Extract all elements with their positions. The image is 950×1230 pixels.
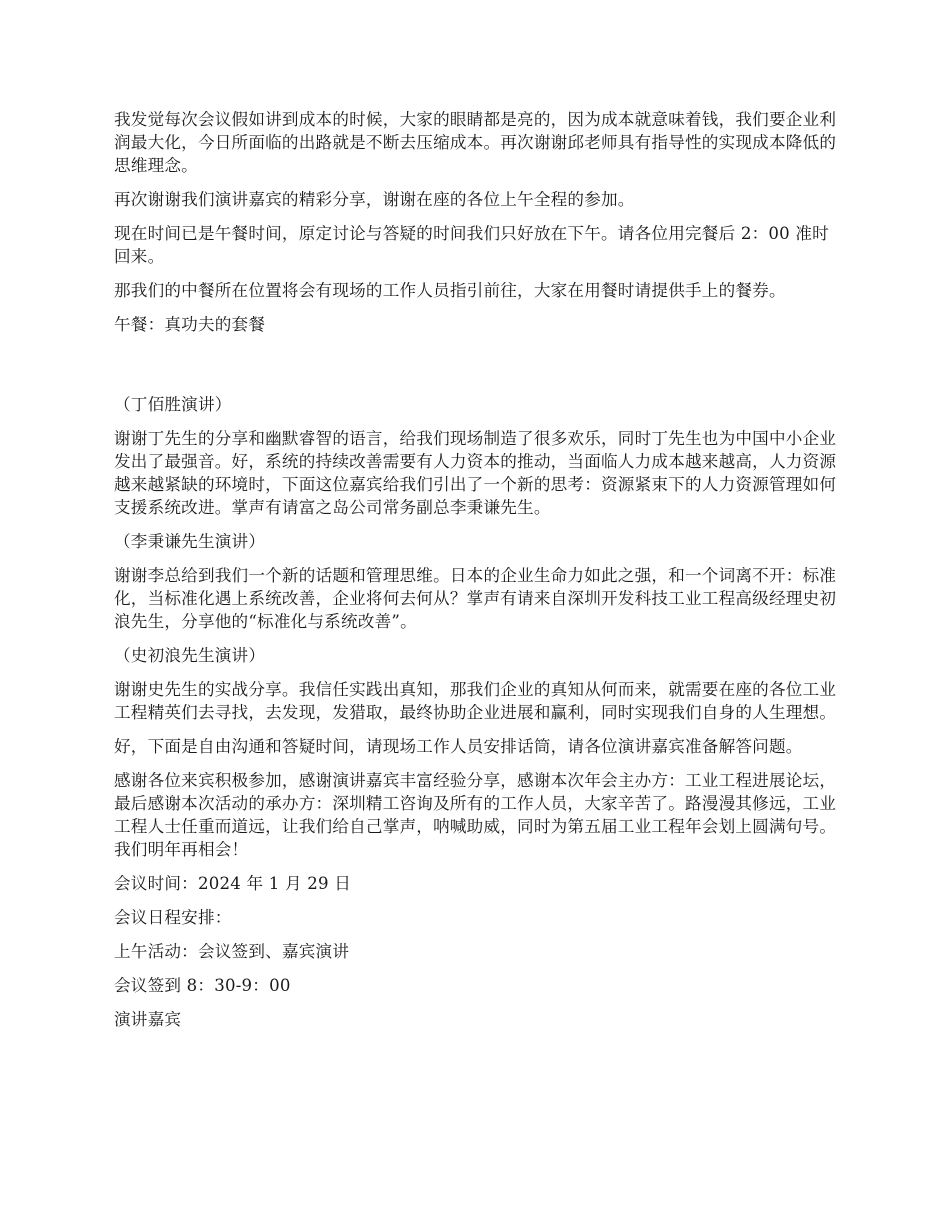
paragraph-signin-time: 会议签到 8：30-9：00 — [114, 976, 291, 995]
paragraph-speech-li: （李秉谦先生演讲） — [114, 532, 266, 551]
section-gap — [114, 347, 842, 393]
paragraph-closing-thanks: 感谢各位来宾积极参加，感谢演讲嘉宾丰富经验分享，感谢本次年会主办方：工业工程进展论坛，最后感谢本次活动的承办方：深圳精工咨询及所有的工作人员，大家辛苦了。路漫漫其修远，工业工程人士任重而道远，让我们给自己掌声，呐喊助威，同时为第五届工业工程年会划上圆满句号。我们明年再相会！ — [114, 771, 837, 859]
paragraph-thanks-shi: 谢谢史先生的实战分享。我信任实践出真知，那我们企业的真知从何而来，就需要在座的各位工业工程精英们去寻找，去发现，发猎取，最终协助企业进展和赢利，同时实现我们自身的人生理想。 — [114, 680, 837, 722]
paragraph-thanks-ding: 谢谢丁先生的分享和幽默睿智的语言，给我们现场制造了很多欢乐，同时丁先生也为中国中小企业发出了最强音。好，系统的持续改善需要有人力资本的推动，当面临人力成本越来越高，人力资源越来越紧缺的环境时，下面这位嘉宾给我们引出了一个新的思考：资源紧束下的人力资源管理如何支援系统改进。掌声有请富之岛公司常务副总李秉谦先生。 — [114, 429, 837, 517]
paragraph-speech-ding: （丁佰胜演讲） — [114, 395, 232, 414]
paragraph-thanks-li: 谢谢李总给到我们一个新的话题和管理思维。日本的企业生命力如此之强，和一个词离不开：标准化，当标准化遇上系统改善，企业将何去何从？掌声有请来自深圳开发科技工业工程高级经理史初浪先生，分享他的“标准化与系统改善”。 — [114, 566, 837, 631]
paragraph-speech-shi: （史初浪先生演讲） — [114, 646, 266, 665]
paragraph-schedule-heading: 会议日程安排： — [114, 908, 232, 927]
paragraph-lunch-location: 那我们的中餐所在位置将会有现场的工作人员指引前往，大家在用餐时请提供手上的餐券。 — [114, 281, 786, 300]
paragraph-morning-activities: 上午活动：会议签到、嘉宾演讲 — [114, 942, 350, 961]
paragraph-qa-session: 好，下面是自由沟通和答疑时间，请现场工作人员安排话筒，请各位演讲嘉宾准备解答问题。 — [114, 737, 803, 756]
paragraph-thanks-speakers: 再次谢谢我们演讲嘉宾的精彩分享，谢谢在座的各位上午全程的参加。 — [114, 190, 635, 209]
paragraph-lunch-menu: 午餐：真功夫的套餐 — [114, 315, 266, 334]
paragraph-lunch-time: 现在时间已是午餐时间，原定讨论与答疑的时间我们只好放在下午。请各位用完餐后 2：00 准时回来。 — [114, 224, 829, 266]
paragraph-meeting-date: 会议时间：2024 年 1 月 29 日 — [114, 874, 352, 893]
document-body — [114, 108, 842, 1042]
paragraph-speakers-heading: 演讲嘉宾 — [114, 1010, 182, 1029]
paragraph-cost-remarks: 我发觉每次会议假如讲到成本的时候，大家的眼睛都是亮的，因为成本就意味着钱，我们要企业利润最大化，今日所面临的出路就是不断去压缩成本。再次谢谢邱老师具有指导性的实现成本降低的思维理念。 — [114, 110, 837, 175]
